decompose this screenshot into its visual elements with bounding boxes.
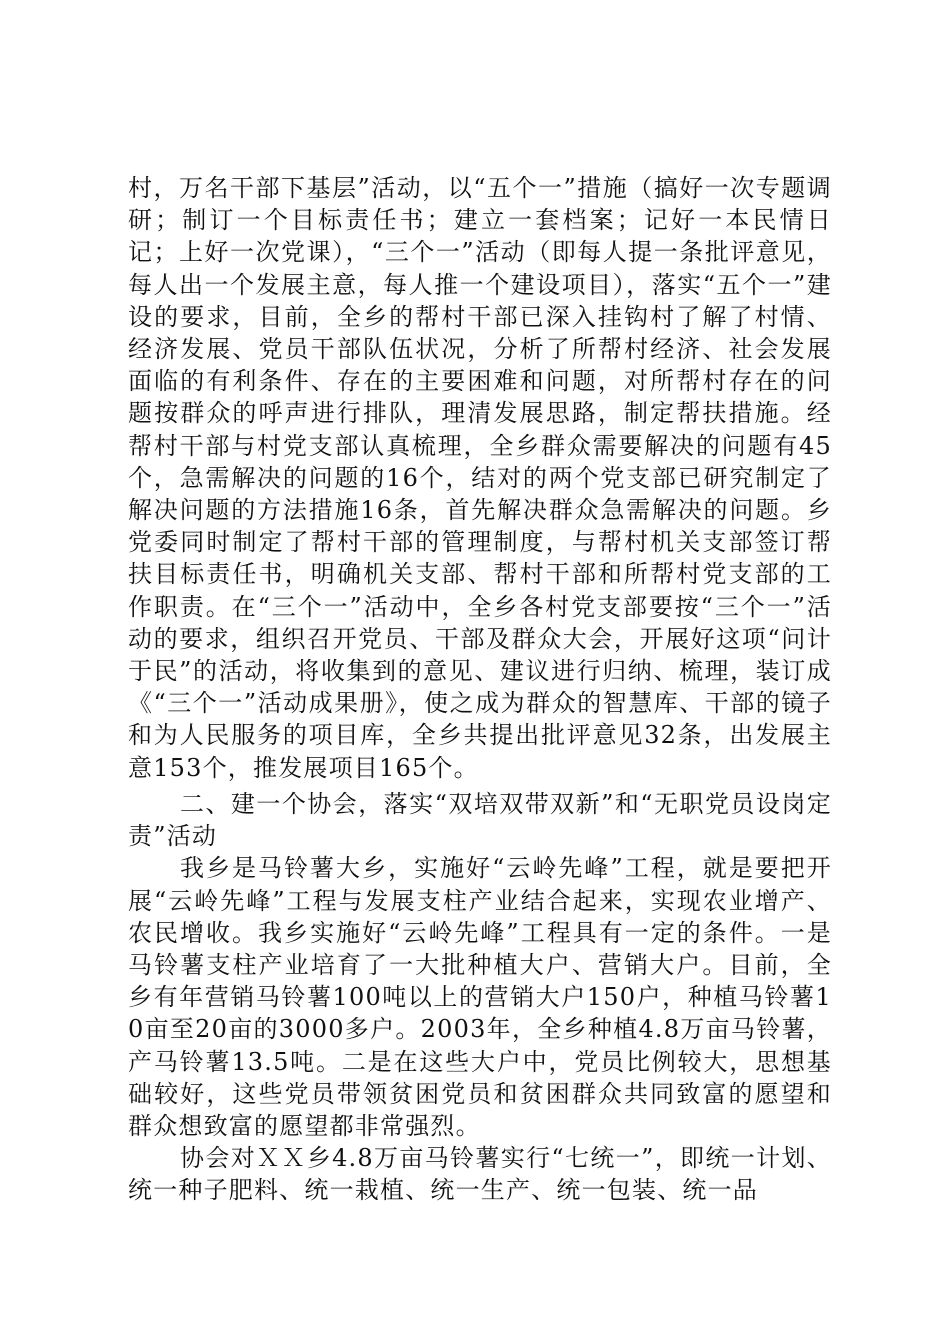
section-heading: 二、建一个协会，落实“双培双带双新”和“无职党员设岗定责”活动 xyxy=(128,790,832,851)
paragraph-potato-industry: 我乡是马铃薯大乡，实施好“云岭先峰”工程，就是要把开展“云岭先峰”工程与发展支柱产业结合起来，实现农业增产、农民增收。我乡实施好“云岭先峰”工程具有一定的条件。一是马铃薯支柱产业培育了一大批种植大户、营销大户。目前，全乡有年营销马铃薯100吨以上的营销大户150户，种植马铃薯10亩至20亩的3000多户。2003年，全乡种植4.8万亩马铃薯，产马铃薯13.5吨。二是在这些大户中，党员比例较大，思想基础较好，这些党员带领贫困党员和贫困群众共同致富的愿望和群众想致富的愿望都非常强烈。 xyxy=(128,854,832,1141)
paragraph-association: 协会对ＸＸ乡4.8万亩马铃薯实行“七统一”，即统一计划、统一种子肥料、统一栽植、统一生产、统一包装、统一品 xyxy=(128,1144,832,1205)
body-text-bottom xyxy=(128,788,832,1207)
paragraph-continuation: 村，万名干部下基层”活动，以“五个一”措施（搞好一次专题调研；制订一个目标责任书；建立一套档案；记好一本民情日记；上好一次党课），“三个一”活动（即每人提一条批评意见，每人出一个发展主意，每人推一个建设项目），落实“五个一”建设的要求，目前，全乡的帮村干部已深入挂钩村了解了村情、经济发展、党员干部队伍状况，分析了所帮村经济、社会发展面临的有利条件、存在的主要困难和问题，对所帮村存在的问题按群众的呼声进行排队，理清发展思路，制定帮扶措施。经帮村干部与村党支部认真梳理，全乡群众需要解决的问题有45个，急需解决的问题的16个，结对的两个党支部已研究制定了解决问题的方法措施16条，首先解决群众急需解决的问题。乡党委同时制定了帮村干部的管理制度，与帮村机关支部签订帮扶目标责任书，明确机关支部、帮村干部和所帮村党支部的工作职责。在“三个一”活动中，全乡各村党支部要按“三个一”活动的要求，组织召开党员、干部及群众大会，开展好这项“问计于民”的活动，将收集到的意见、建议进行归纳、梳理，装订成《“三个一”活动成果册》，使之成为群众的智慧库、干部的镜子和为人民服务的项目库，全乡共提出批评意见32条，出发展主意153个，推发展项目165个。 xyxy=(128,174,832,782)
body-text-top xyxy=(128,172,832,784)
